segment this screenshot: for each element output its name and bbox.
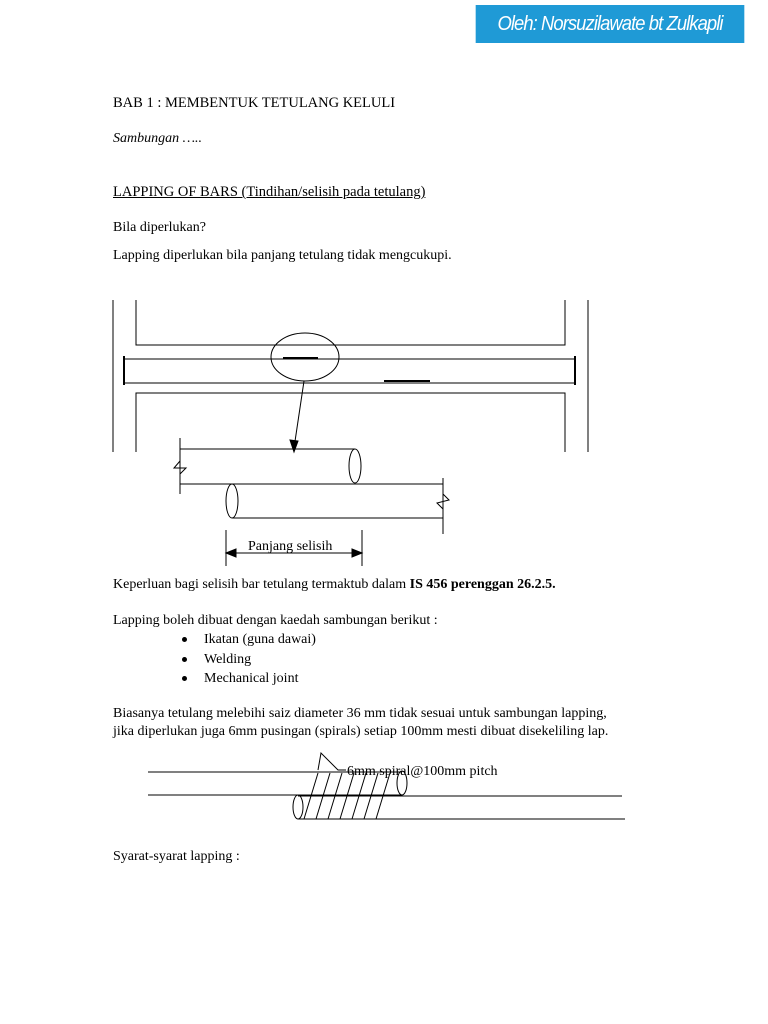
chapter-title: BAB 1 : MEMBENTUK TETULANG KELULI [113, 95, 396, 111]
lap-length-label: Panjang selisih [248, 539, 333, 554]
requirement-ref: IS 456 perenggan 26.2.5. [409, 577, 556, 592]
requirement-prefix: Keperluan bagi selisih bar tetulang termaktub dalam [113, 577, 410, 592]
conditions-heading: Syarat-syarat lapping : [113, 849, 240, 864]
diameter-note-line1: Biasanya tetulang melebihi saiz diameter 36 mm tidak sesuai untuk sambungan lapping, [113, 706, 607, 721]
subtitle: Sambungan ….. [113, 131, 203, 146]
list-item: Welding [180, 650, 316, 670]
list-item: Ikatan (guna dawai) [180, 630, 316, 650]
spiral-label: 6mm spiral@100mm pitch [347, 764, 498, 779]
methods-intro: Lapping boleh dibuat dengan kaedah sambungan berikut : [113, 613, 438, 628]
question-text: Bila diperlukan? [113, 220, 206, 235]
answer-text: Lapping diperlukan bila panjang tetulang tidak mengcukupi. [113, 248, 452, 263]
diameter-note-line2: jika diperlukan juga 6mm pusingan (spirals) setiap 100mm mesti dibuat disekeliling lap. [113, 724, 609, 739]
author-banner: Oleh: Norsuzilawate bt Zulkapli [476, 5, 745, 43]
section-title: LAPPING OF BARS (Tindihan/selisih pada tetulang) [113, 184, 426, 200]
list-item: Mechanical joint [180, 669, 316, 689]
